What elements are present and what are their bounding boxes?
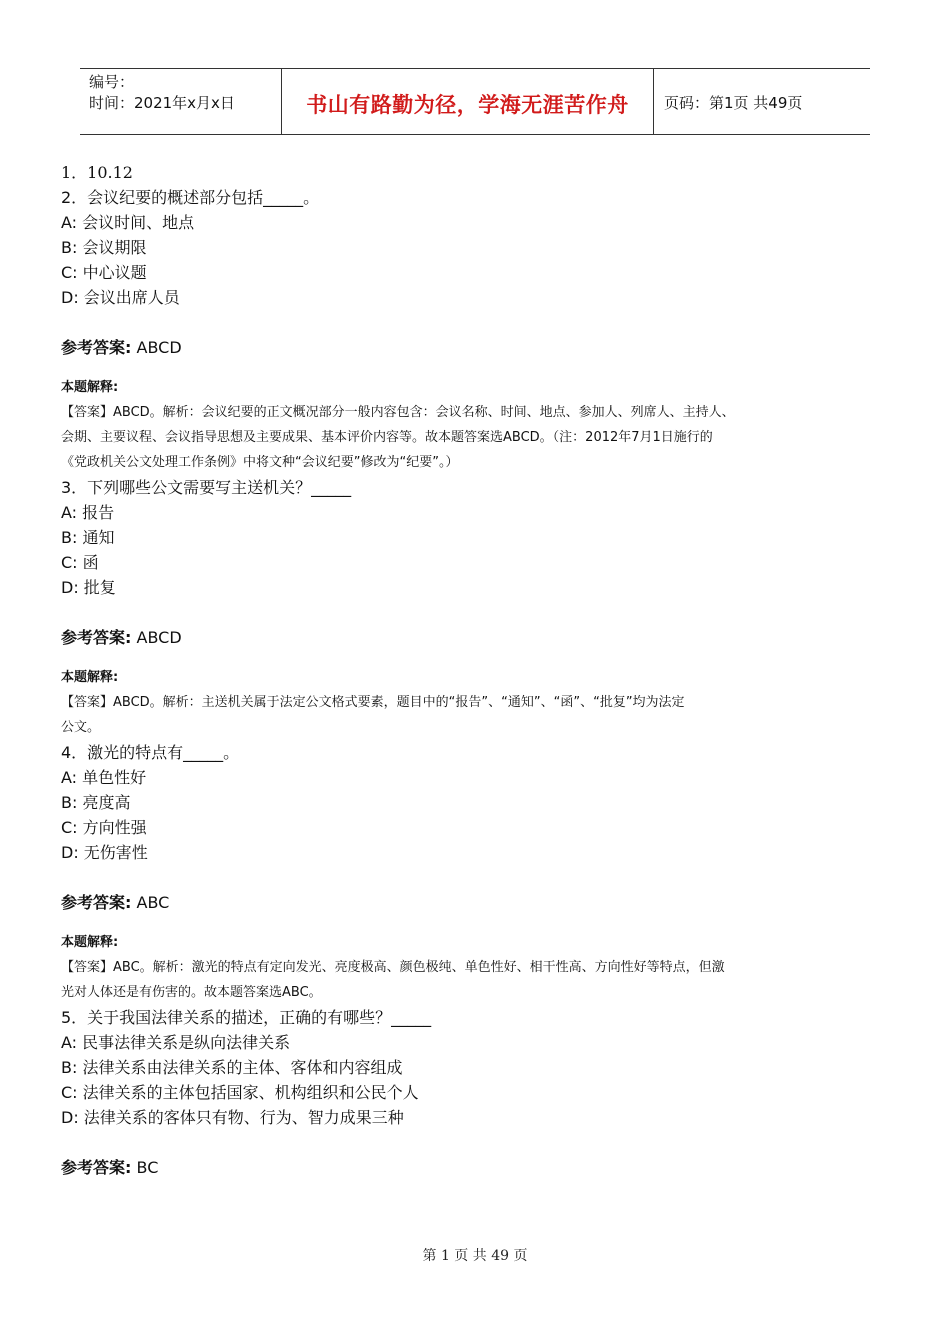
answer-value: ABC	[136, 893, 170, 912]
explanation-line: 【答案】ABC。解析：激光的特点有定向发光、亮度极高、颜色极纯、单色性好、相干性高、方向性好等特点，但激	[61, 960, 725, 975]
question-content	[61, 160, 841, 1180]
question-stem: 4．激光的特点有_____。	[61, 743, 240, 762]
reference-answer	[61, 625, 841, 650]
reference-answer	[61, 1155, 841, 1180]
explanation-line: 光对人体还是有伤害的。故本题答案选ABC。	[61, 985, 322, 1000]
document-number: 编号：	[89, 73, 135, 91]
answer-label: 参考答案:	[61, 338, 132, 357]
intro-line: 1．10.12	[61, 163, 133, 182]
explanation-line: 【答案】ABCD。解析：主送机关属于法定公文格式要素，题目中的“报告”、“通知”、“函”、“批复”均为法定	[61, 695, 685, 710]
option-a: A: 会议时间、地点	[61, 213, 195, 232]
option-c: C: 中心议题	[61, 263, 147, 282]
explanation-line: 《党政机关公文处理工作条例》中将文种“会议纪要”修改为“纪要”。）	[61, 455, 459, 470]
explanation-line: 【答案】ABCD。解析：会议纪要的正文概况部分一般内容包含：会议名称、时间、地点、参加人、列席人、主持人、	[61, 405, 735, 420]
option-b: B: 亮度高	[61, 793, 131, 812]
question-stem: 5．关于我国法律关系的描述，正确的有哪些？_____	[61, 1008, 432, 1027]
option-c: C: 函	[61, 553, 99, 572]
option-d: D: 会议出席人员	[61, 288, 180, 307]
option-b: B: 法律关系由法律关系的主体、客体和内容组成	[61, 1058, 403, 1077]
answer-label: 参考答案:	[61, 1158, 132, 1177]
option-c: C: 方向性强	[61, 818, 147, 837]
explanation-line: 会期、主要议程、会议指导思想及主要成果、基本评价内容等。故本题答案选ABCD。（注：2012年7月1日施行的	[61, 430, 713, 445]
option-d: D: 法律关系的客体只有物、行为、智力成果三种	[61, 1108, 404, 1127]
option-b: B: 通知	[61, 528, 115, 547]
question-stem: 3．下列哪些公文需要写主送机关？_____	[61, 478, 352, 497]
answer-value: ABCD	[136, 628, 182, 647]
header-page-info: 页码：第1页 共49页	[664, 94, 803, 112]
option-a: A: 报告	[61, 503, 115, 522]
option-d: D: 无伤害性	[61, 843, 148, 862]
explanation-title: 本题解释:	[61, 935, 119, 950]
answer-value: ABCD	[136, 338, 182, 357]
option-b: B: 会议期限	[61, 238, 147, 257]
explanation-title: 本题解释:	[61, 670, 119, 685]
reference-answer	[61, 890, 841, 915]
option-c: C: 法律关系的主体包括国家、机构组织和公民个人	[61, 1083, 419, 1102]
option-d: D: 批复	[61, 578, 116, 597]
option-a: A: 民事法律关系是纵向法律关系	[61, 1033, 291, 1052]
header-motto: 书山有路勤为径，学海无涯苦作舟	[282, 69, 654, 134]
reference-answer	[61, 335, 841, 360]
question-block	[61, 475, 841, 740]
question-stem: 2．会议纪要的概述部分包括_____。	[61, 188, 320, 207]
answer-value: BC	[136, 1158, 159, 1177]
document-time: 时间：2021年x月x日	[89, 94, 235, 112]
answer-label: 参考答案:	[61, 628, 132, 647]
explanation-line: 公文。	[61, 720, 101, 735]
page-footer: 第 1 页 共 49 页	[422, 1248, 528, 1264]
page-header	[80, 68, 870, 135]
option-a: A: 单色性好	[61, 768, 147, 787]
question-block	[61, 740, 841, 1005]
answer-label: 参考答案:	[61, 893, 132, 912]
question-block	[61, 1005, 841, 1180]
explanation-title: 本题解释:	[61, 380, 119, 395]
question-block	[61, 185, 841, 475]
header-meta	[80, 69, 282, 134]
